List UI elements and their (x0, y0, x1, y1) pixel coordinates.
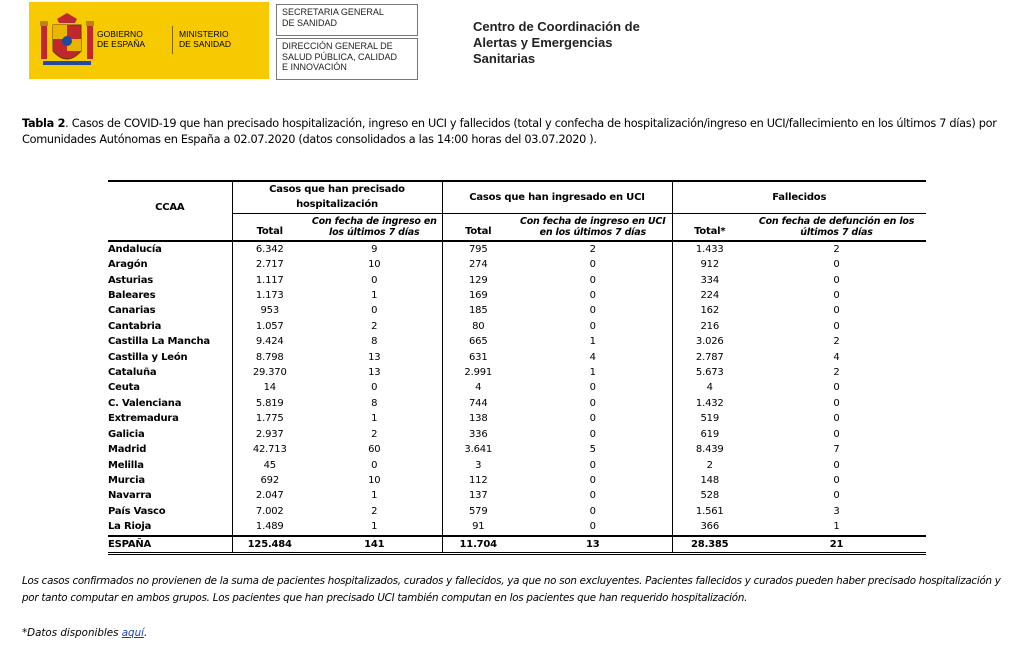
value-cell: 4 (672, 380, 747, 395)
value-cell: 1 (589, 367, 596, 379)
value-cell: 0 (833, 428, 840, 440)
value-cell: 14 (232, 380, 307, 395)
centro-title: Centro de Coordinación de Alertas y Emergencias Sanitarias (473, 19, 640, 66)
value-cell: 0 (589, 397, 596, 409)
value-cell: 2.047 (232, 488, 307, 503)
value-cell: 2 (672, 458, 747, 473)
region-name-cell: Cataluña (108, 367, 157, 379)
value-cell: 1.489 (232, 519, 307, 535)
region-name-cell: Cantabria (108, 320, 162, 332)
value-cell: 0 (589, 474, 596, 486)
value-cell: 0 (833, 274, 840, 286)
table-row (108, 396, 926, 411)
region-name-cell: Galicia (108, 428, 145, 440)
value-cell: 274 (442, 257, 514, 272)
region-name-cell: Aragón (108, 259, 148, 271)
value-cell: 13 (368, 351, 381, 363)
total-row (108, 536, 926, 554)
value-cell: 169 (442, 288, 514, 303)
region-name-cell: Murcia (108, 474, 145, 486)
value-cell: 1.117 (232, 273, 307, 288)
region-name-cell: Ceuta (108, 382, 140, 394)
availability-note (22, 627, 147, 639)
value-cell: 2.937 (232, 427, 307, 442)
region-name-cell: ESPAÑA (108, 536, 232, 554)
value-cell: 665 (442, 334, 514, 349)
value-cell: 224 (672, 288, 747, 303)
value-cell: 0 (589, 274, 596, 286)
value-cell: 0 (589, 305, 596, 317)
table-row (108, 350, 926, 365)
group-hospitalizacion: Casos que han precisado hospitalización (232, 181, 442, 213)
value-cell: 0 (589, 428, 596, 440)
value-cell: 13 (514, 536, 672, 554)
value-cell: 0 (371, 274, 378, 286)
value-cell: 11.704 (442, 536, 514, 554)
value-cell: 619 (672, 427, 747, 442)
value-cell: 2 (833, 243, 840, 255)
value-cell: 3.641 (442, 442, 514, 457)
region-name-cell: Navarra (108, 490, 152, 502)
value-cell: 5.819 (232, 396, 307, 411)
table-row (108, 380, 926, 395)
value-cell: 0 (833, 259, 840, 271)
value-cell: 21 (747, 536, 926, 554)
value-cell: 162 (672, 303, 747, 318)
value-cell: 0 (833, 490, 840, 502)
region-name-cell: Melilla (108, 459, 144, 471)
header-divider (172, 26, 173, 54)
value-cell: 0 (833, 305, 840, 317)
value-cell: 1 (371, 413, 378, 425)
value-cell: 2.717 (232, 257, 307, 272)
value-cell: 1 (371, 521, 378, 533)
uci-7d-header: Con fecha de ingreso en UCI en los últimos 7 días (514, 213, 672, 241)
government-header-band (29, 2, 269, 79)
value-cell: 10 (368, 474, 381, 486)
secretaria-box: SECRETARIA GENERAL DE SANIDAD (276, 4, 418, 36)
hosp-7d-header: Con fecha de ingreso en los últimos 7 días (307, 213, 442, 241)
value-cell: 2 (371, 428, 378, 440)
value-cell: 9.424 (232, 334, 307, 349)
table-row (108, 334, 926, 349)
value-cell: 1 (589, 336, 596, 348)
value-cell: 519 (672, 411, 747, 426)
footnote: Los casos confirmados no provienen de la suma de pacientes hospitalizados, curados y fallecidos, ya que no son excluyentes. Pacientes fallecidos y curados pueden haber precisado hospitalización y por tanto computar en ambos grupos. Los pacientes que han precisado UCI también computan en los pacientes que han requerido hospitalización. (22, 575, 1001, 604)
value-cell: 0 (833, 382, 840, 394)
value-cell: 13 (368, 367, 381, 379)
value-cell: 0 (589, 490, 596, 502)
table-row (108, 411, 926, 426)
value-cell: 8.439 (672, 442, 747, 457)
table-row (108, 504, 926, 519)
value-cell: 3 (833, 505, 840, 517)
value-cell: 5 (589, 444, 596, 456)
fall-total-header: Total* (672, 213, 747, 241)
value-cell: 45 (232, 458, 307, 473)
value-cell: 0 (833, 320, 840, 332)
table-row (108, 458, 926, 473)
value-cell: 0 (589, 521, 596, 533)
value-cell: 2 (833, 336, 840, 348)
value-cell: 0 (371, 305, 378, 317)
ministerio-label: MINISTERIO DE SANIDAD (179, 29, 231, 49)
availability-text: *Datos disponibles (22, 627, 122, 639)
table-row (108, 241, 926, 257)
value-cell: 1 (371, 290, 378, 302)
value-cell: 4 (442, 380, 514, 395)
value-cell: 1 (371, 490, 378, 502)
direccion-box: DIRECCIÓN GENERAL DE SALUD PÚBLICA, CALIDAD E INNOVACIÓN (276, 38, 418, 80)
table-row (108, 365, 926, 380)
value-cell: 0 (371, 459, 378, 471)
group-uci: Casos que han ingresado en UCI (442, 181, 672, 213)
value-cell: 912 (672, 257, 747, 272)
table-row (108, 303, 926, 318)
value-cell: 631 (442, 350, 514, 365)
table-row (108, 427, 926, 442)
value-cell: 0 (833, 397, 840, 409)
value-cell: 366 (672, 519, 747, 535)
table-row (108, 519, 926, 535)
value-cell: 8.798 (232, 350, 307, 365)
value-cell: 0 (833, 459, 840, 471)
value-cell: 0 (589, 290, 596, 302)
value-cell: 2 (371, 505, 378, 517)
value-cell: 7 (833, 444, 840, 456)
value-cell: 2.991 (442, 365, 514, 380)
region-name-cell: Castilla La Mancha (108, 336, 210, 348)
coat-of-arms-icon (39, 11, 95, 71)
value-cell: 3.026 (672, 334, 747, 349)
value-cell: 0 (589, 259, 596, 271)
value-cell: 60 (368, 444, 381, 456)
table-row (108, 488, 926, 503)
value-cell: 4 (589, 351, 596, 363)
value-cell: 42.713 (232, 442, 307, 457)
value-cell: 2 (371, 320, 378, 332)
value-cell: 1.561 (672, 504, 747, 519)
value-cell: 1.057 (232, 319, 307, 334)
value-cell: 216 (672, 319, 747, 334)
table-row (108, 288, 926, 303)
value-cell: 28.385 (672, 536, 747, 554)
region-name-cell: Canarias (108, 305, 156, 317)
value-cell: 0 (833, 290, 840, 302)
table-caption (22, 116, 1012, 148)
value-cell: 0 (589, 459, 596, 471)
value-cell: 744 (442, 396, 514, 411)
value-cell: 953 (232, 303, 307, 318)
value-cell: 334 (672, 273, 747, 288)
gobierno-label: GOBIERNO DE ESPAÑA (97, 29, 146, 49)
availability-end: . (143, 627, 148, 639)
value-cell: 336 (442, 427, 514, 442)
value-cell: 8 (371, 397, 378, 409)
region-name-cell: País Vasco (108, 505, 166, 517)
value-cell: 112 (442, 473, 514, 488)
value-cell: 3 (442, 458, 514, 473)
value-cell: 692 (232, 473, 307, 488)
value-cell: 8 (371, 336, 378, 348)
value-cell: 0 (589, 320, 596, 332)
covid-table (108, 180, 926, 555)
fall-7d-header: Con fecha de defunción en los últimos 7 días (747, 213, 926, 241)
caption-label: Tabla 2 (22, 117, 66, 130)
value-cell: 148 (672, 473, 747, 488)
value-cell: 579 (442, 504, 514, 519)
value-cell: 137 (442, 488, 514, 503)
value-cell: 29.370 (232, 365, 307, 380)
value-cell: 0 (589, 413, 596, 425)
region-name-cell: Andalucía (108, 243, 162, 255)
value-cell: 7.002 (232, 504, 307, 519)
region-name-cell: Madrid (108, 444, 147, 456)
value-cell: 528 (672, 488, 747, 503)
table-row (108, 473, 926, 488)
value-cell: 5.673 (672, 365, 747, 380)
uci-total-header: Total (442, 213, 514, 241)
hosp-total-header: Total (232, 213, 307, 241)
value-cell: 0 (371, 382, 378, 394)
region-name-cell: Baleares (108, 290, 156, 302)
value-cell: 10 (368, 259, 381, 271)
region-name-cell: Asturias (108, 274, 154, 286)
value-cell: 141 (307, 536, 442, 554)
value-cell: 91 (442, 519, 514, 535)
table-row (108, 257, 926, 272)
ccaa-header: CCAA (108, 181, 232, 241)
caption-text: . Casos de COVID-19 que han precisado hospitalización, ingreso en UCI y fallecidos (total y confecha de hospitalización/ingreso en UCI/fallecimiento en los últimos 7 días) por Comunidades Autónomas en España a 02.07.2020 (datos consolidados a las 14:00 horas del 03.07.2020 ). (22, 117, 997, 146)
value-cell: 0 (833, 474, 840, 486)
value-cell: 1.173 (232, 288, 307, 303)
value-cell: 6.342 (232, 241, 307, 257)
value-cell: 125.484 (232, 536, 307, 554)
table-body (108, 241, 926, 554)
region-name-cell: Castilla y León (108, 351, 188, 363)
table-row (108, 442, 926, 457)
region-name-cell: Extremadura (108, 413, 179, 425)
value-cell: 2.787 (672, 350, 747, 365)
table-row (108, 319, 926, 334)
value-cell: 185 (442, 303, 514, 318)
value-cell: 795 (442, 241, 514, 257)
aqui-link[interactable]: aquí (121, 627, 144, 639)
value-cell: 0 (589, 505, 596, 517)
region-name-cell: C. Valenciana (108, 397, 182, 409)
value-cell: 2 (589, 243, 596, 255)
value-cell: 129 (442, 273, 514, 288)
value-cell: 1 (833, 521, 840, 533)
region-name-cell: La Rioja (108, 521, 152, 533)
value-cell: 9 (371, 243, 378, 255)
value-cell: 138 (442, 411, 514, 426)
table-row (108, 273, 926, 288)
value-cell: 1.432 (672, 396, 747, 411)
value-cell: 2 (833, 367, 840, 379)
value-cell: 1.433 (672, 241, 747, 257)
value-cell: 0 (589, 382, 596, 394)
group-fallecidos: Fallecidos (672, 181, 926, 213)
value-cell: 1.775 (232, 411, 307, 426)
value-cell: 4 (833, 351, 840, 363)
value-cell: 80 (442, 319, 514, 334)
value-cell: 0 (833, 413, 840, 425)
